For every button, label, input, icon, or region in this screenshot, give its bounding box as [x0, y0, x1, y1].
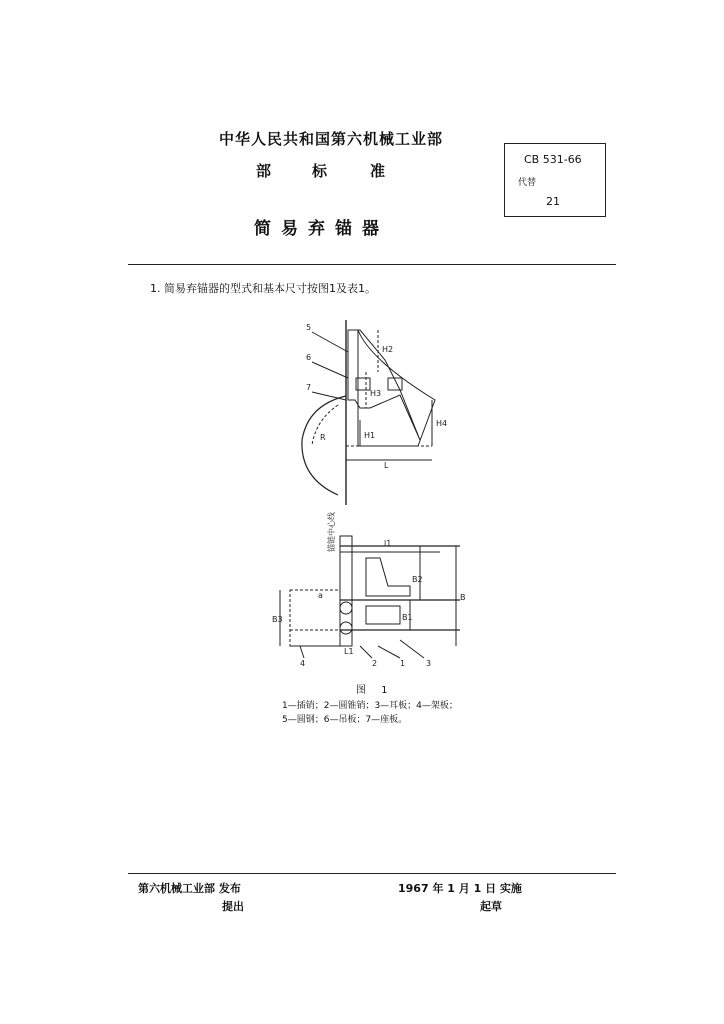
drafter: 起草	[480, 900, 502, 913]
issuer: 第六机械工业部 发布	[138, 882, 241, 895]
dim-l1: l1	[384, 539, 392, 548]
centerline-note: 锚链中心线	[327, 512, 336, 552]
technical-drawing	[260, 300, 480, 670]
dim-L: L	[384, 461, 389, 470]
footer-rule	[128, 873, 616, 874]
fig-label-4: 4	[300, 659, 306, 668]
header-rule	[128, 264, 616, 265]
top-view	[302, 320, 435, 505]
dim-B2: B2	[412, 575, 423, 584]
replaces-number: 21	[546, 195, 560, 208]
clause-1: 1. 简易弃锚器的型式和基本尺寸按图1及表1。	[150, 282, 376, 295]
dim-B1: B1	[402, 613, 413, 622]
dim-H4: H4	[436, 419, 448, 428]
dim-H3: H3	[370, 389, 382, 398]
fig-label-7: 7	[306, 383, 312, 392]
fig-label-5: 5	[306, 323, 312, 332]
figure-legend-line-1: 1—插销；2—圆锥销；3—耳板；4—架板；	[282, 701, 458, 711]
bottom-view	[280, 536, 460, 658]
replaces-label: 代替	[518, 178, 537, 188]
figure-caption: 图 1	[356, 685, 394, 696]
dim-B: B	[460, 593, 466, 602]
dim-H2: H2	[382, 345, 394, 354]
fig-label-6: 6	[306, 353, 312, 362]
standard-type-char-3: 准	[370, 162, 386, 180]
fig-label-1: 1	[400, 659, 406, 668]
ministry-name: 中华人民共和国第六机械工业部	[219, 130, 444, 148]
dim-L1: L1	[344, 647, 354, 656]
fig-label-3: 3	[426, 659, 432, 668]
figure-legend-line-2: 5—圆钢；6—吊板；7—座板。	[282, 715, 408, 725]
standard-type-char-2: 标	[312, 162, 328, 180]
dim-R: R	[320, 433, 326, 442]
proposer: 提出	[222, 900, 244, 913]
standard-type-char-1: 部	[256, 162, 272, 180]
fig-label-2: 2	[372, 659, 378, 668]
dim-B3: B3	[272, 615, 283, 624]
standard-code: CB 531-66	[524, 153, 582, 166]
document-title: 简易弃锚器	[254, 219, 389, 239]
dim-H1: H1	[364, 431, 376, 440]
dim-a: a	[318, 591, 323, 600]
effective-date: 1967 年 1 月 1 日 实施	[398, 882, 522, 895]
